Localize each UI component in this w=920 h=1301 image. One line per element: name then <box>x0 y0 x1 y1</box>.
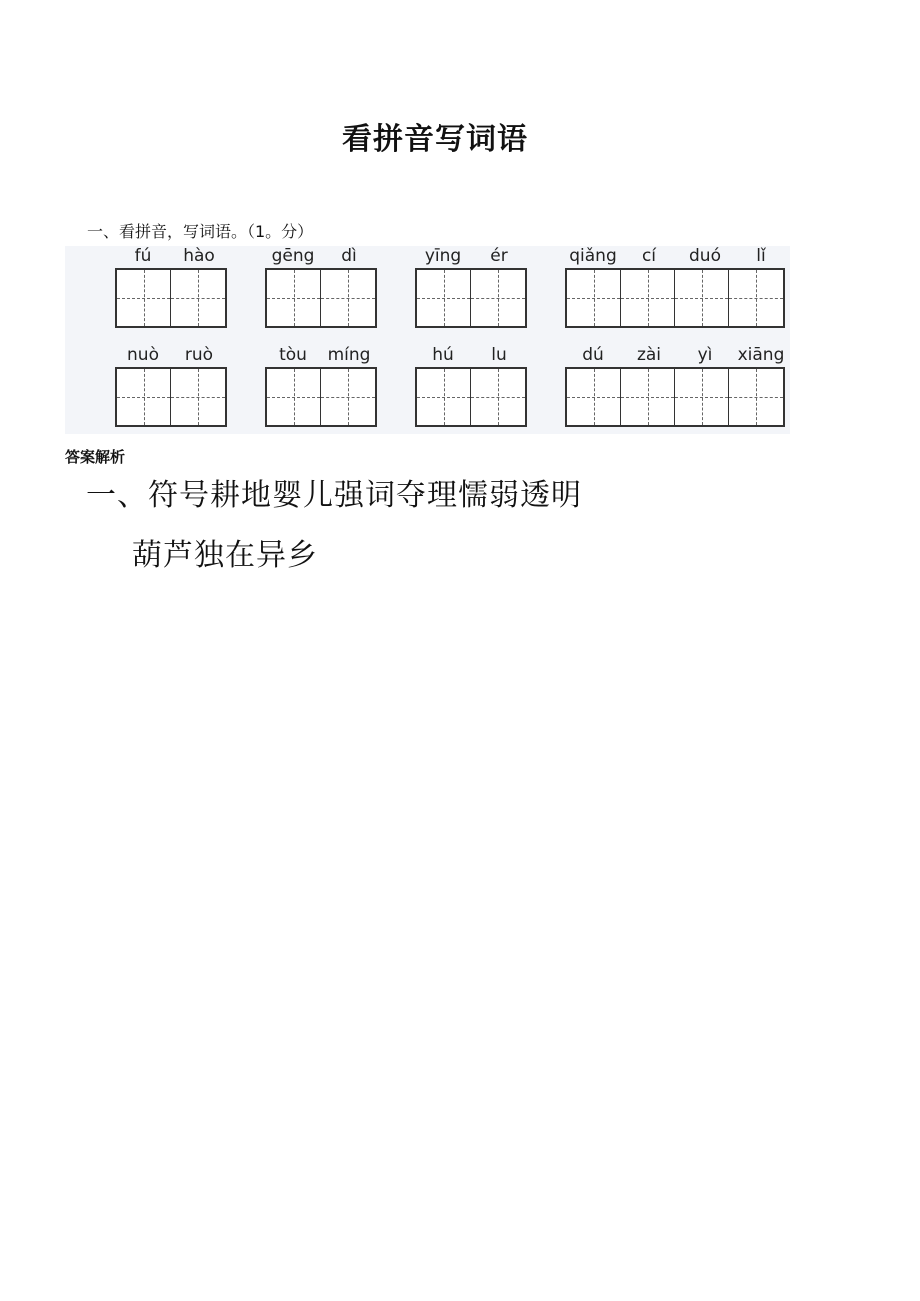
writing-grid[interactable] <box>115 268 227 328</box>
pinyin-syllable: duó <box>689 246 721 266</box>
writing-cell[interactable] <box>567 369 621 425</box>
pinyin-syllable: nuò <box>127 345 159 365</box>
writing-cell[interactable] <box>267 369 321 425</box>
exercise-item <box>265 246 377 268</box>
writing-cell[interactable] <box>417 270 471 326</box>
writing-cell[interactable] <box>471 369 525 425</box>
exercise-item <box>565 246 789 268</box>
pinyin-syllable: fú <box>134 246 152 266</box>
answer-heading: 答案解析 <box>65 448 126 466</box>
writing-cell[interactable] <box>729 270 783 326</box>
writing-cell[interactable] <box>621 369 675 425</box>
writing-cell[interactable] <box>117 270 171 326</box>
writing-grid[interactable] <box>565 268 785 328</box>
pinyin-syllable: qiǎng <box>569 246 617 266</box>
answer-line-2: 葫芦独在异乡 <box>132 538 318 573</box>
answer-line-1: 一、符号耕地婴儿强词夺理懦弱透明 <box>86 478 582 513</box>
pinyin-syllable: dú <box>582 345 604 365</box>
writing-grid[interactable] <box>565 367 785 427</box>
exercise-item <box>115 246 227 268</box>
writing-cell[interactable] <box>267 270 321 326</box>
writing-grid[interactable] <box>265 268 377 328</box>
writing-cell[interactable] <box>321 369 375 425</box>
writing-cell[interactable] <box>417 369 471 425</box>
pinyin-syllable: lu <box>491 345 507 365</box>
writing-cell[interactable] <box>675 369 729 425</box>
pinyin-syllable: míng <box>327 345 371 365</box>
writing-cell[interactable] <box>567 270 621 326</box>
writing-cell[interactable] <box>117 369 171 425</box>
pinyin-exercise-panel <box>65 246 790 434</box>
pinyin-syllable: hào <box>183 246 215 266</box>
writing-grid[interactable] <box>415 367 527 427</box>
writing-grid[interactable] <box>415 268 527 328</box>
writing-grid[interactable] <box>265 367 377 427</box>
pinyin-syllable: ruò <box>184 345 214 365</box>
writing-cell[interactable] <box>471 270 525 326</box>
pinyin-syllable: xiāng <box>737 345 785 365</box>
pinyin-syllable: dì <box>341 246 357 266</box>
exercise-item <box>115 345 227 367</box>
writing-cell[interactable] <box>171 270 225 326</box>
exercise-item <box>415 345 527 367</box>
writing-cell[interactable] <box>729 369 783 425</box>
page-title: 看拼音写词语 <box>342 122 528 157</box>
pinyin-syllable: zài <box>636 345 662 365</box>
writing-cell[interactable] <box>675 270 729 326</box>
writing-cell[interactable] <box>321 270 375 326</box>
exercise-item <box>265 345 377 367</box>
pinyin-syllable: cí <box>641 246 657 266</box>
exercise-item <box>565 345 789 367</box>
exercise-item <box>415 246 527 268</box>
pinyin-syllable: ér <box>490 246 508 266</box>
pinyin-syllable: lǐ <box>756 246 766 266</box>
pinyin-syllable: tòu <box>279 345 307 365</box>
writing-cell[interactable] <box>171 369 225 425</box>
pinyin-syllable: gēng <box>271 246 315 266</box>
pinyin-syllable: hú <box>432 345 454 365</box>
pinyin-syllable: yīng <box>424 246 462 266</box>
question-prompt: 一、看拼音，写词语。（1。分） <box>87 222 314 241</box>
writing-grid[interactable] <box>115 367 227 427</box>
writing-cell[interactable] <box>621 270 675 326</box>
pinyin-syllable: yì <box>697 345 713 365</box>
